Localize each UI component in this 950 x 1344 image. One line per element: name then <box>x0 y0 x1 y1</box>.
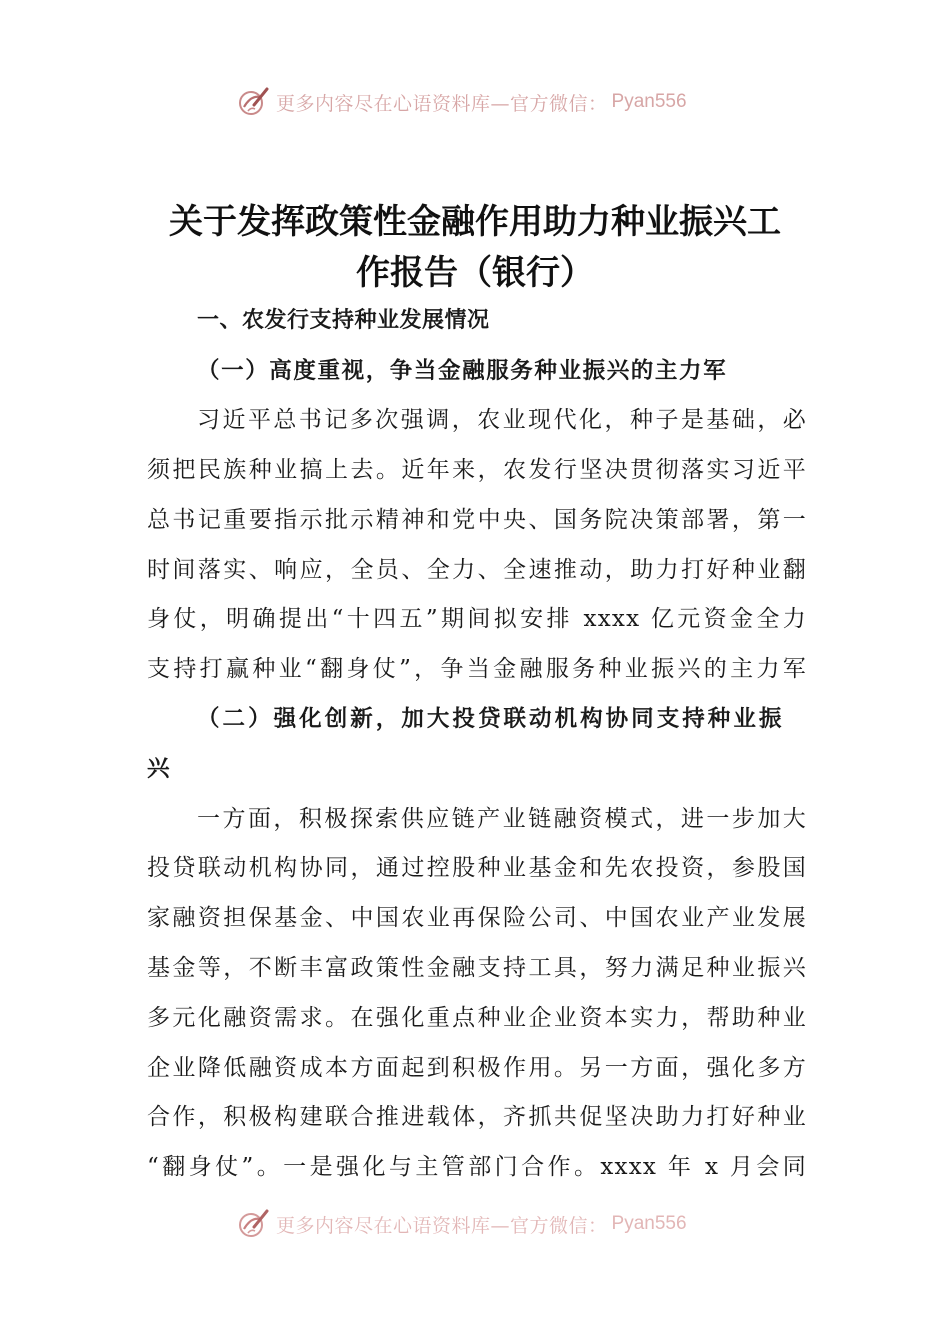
watermark-text: 更多内容尽在心语资料库—官方微信： <box>276 92 608 115</box>
section-heading: 一、农发行支持种业发展情况 <box>197 308 490 333</box>
watermark-wechat-id: Pyan556 <box>611 1213 687 1234</box>
paragraph-line: “翻身仗”。一是强化与主管部门合作。xxxx 年 x 月会同 <box>147 1154 807 1180</box>
paragraph-line: 身仗，明确提出“十四五”期间拟安排 xxxx 亿元资金全力 <box>147 606 807 632</box>
watermark-wechat-id: Pyan556 <box>611 91 687 112</box>
paragraph-line: 支持打赢种业“翻身仗”，争当金融服务种业振兴的主力军 <box>147 656 807 682</box>
document-title-line2: 作报告（银行） <box>356 253 594 293</box>
subsection-heading-1: （一）高度重视，争当金融服务种业振兴的主力军 <box>197 358 728 384</box>
paragraph-line: 多元化融资需求。在强化重点种业企业资本实力，帮助种业 <box>147 1005 807 1031</box>
pen-logo-icon <box>236 85 270 119</box>
watermark-text: 更多内容尽在心语资料库—官方微信： <box>276 1214 608 1237</box>
paragraph-line: 基金等，不断丰富政策性金融支持工具，努力满足种业振兴 <box>147 955 807 981</box>
paragraph-line: 时间落实、响应，全员、全力、全速推动，助力打好种业翻 <box>147 557 807 583</box>
paragraph-line: 一方面，积极探索供应链产业链融资模式，进一步加大 <box>197 806 807 832</box>
header-watermark <box>0 82 950 122</box>
paragraph-line: 总书记重要指示批示精神和党中央、国务院决策部署，第一 <box>147 507 807 533</box>
footer-watermark <box>0 1204 950 1244</box>
pen-logo-icon <box>236 1207 270 1241</box>
subsection-heading-2: （二）强化创新，加大投贷联动机构协同支持种业振 <box>197 706 783 732</box>
paragraph-line: 家融资担保基金、中国农业再保险公司、中国农业产业发展 <box>147 905 807 931</box>
paragraph-line: 企业降低融资成本方面起到积极作用。另一方面，强化多方 <box>147 1055 807 1081</box>
document-title-line1: 关于发挥政策性金融作用助力种业振兴工 <box>169 202 781 242</box>
paragraph-line: 习近平总书记多次强调，农业现代化，种子是基础，必 <box>197 407 807 433</box>
paragraph-line: 须把民族种业搞上去。近年来，农发行坚决贯彻落实习近平 <box>147 457 807 483</box>
paragraph-line: 合作，积极构建联合推进载体，齐抓共促坚决助力打好种业 <box>147 1104 807 1130</box>
subsection-heading-2-cont: 兴 <box>147 756 172 782</box>
paragraph-line: 投贷联动机构协同，通过控股种业基金和先农投资，参股国 <box>147 855 807 881</box>
